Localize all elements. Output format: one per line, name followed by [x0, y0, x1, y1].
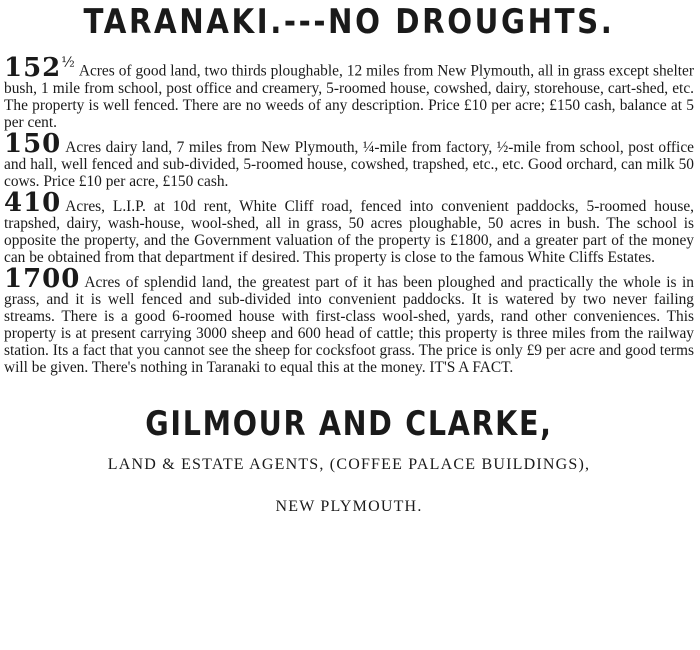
- listing-acres: 150: [4, 128, 62, 159]
- listing-item: [4, 54, 694, 131]
- listing-acres: 1700: [4, 263, 81, 294]
- listing-text: Acres of splendid land, the greatest part of it has been ploughed and practically the whole is in grass, and it is well fenced and sub-divided into convenient paddocks. It is watered by two never failing streams. There is a good 6-roomed house with first-class wool-shed, yards, rand other conveniences. This property is at present carrying 3000 sheep and 600 head of cattle; this property is three miles from the railway station. Its a fact that you cannot see the sheep for cocksfoot grass. The price is only £9 per acre and good terms will be given. There's nothing in Taranaki to equal this at the money. IT'S A FACT.: [4, 273, 694, 376]
- listing-text: Acres of good land, two thirds ploughable, 12 miles from New Plymouth, all in grass except shelter bush, 1 mile from school, post office and creamery, 5-roomed house, cowshed, dairy, storehouse, cart-shed, etc. The property is well fenced. There are no weeds of any description. Price £10 per acre; £150 cash, balance at 5 per cent.: [4, 62, 694, 131]
- listing-item: [4, 263, 694, 376]
- listing-text: Acres, L.I.P. at 10d rent, White Cliff road, fenced into convenient paddocks, 5-roomed house, trapshed, dairy, wash-house, wool-shed, all in grass, 50 acres ploughable, 50 acres in bush. The school is opposite the property, and the Government valuation of the property is £1800, and a greater part of the money can be obtained from that department if desired. This property is close to the famous White Cliffs Estates.: [4, 197, 694, 266]
- listing-item: [4, 187, 694, 266]
- listing-text: Acres dairy land, 7 miles from New Plymouth, ¼-mile from factory, ½-mile from school, post office and hall, well fenced and sub-divided, 5-roomed house, cowshed, trapshed, etc., etc. Good orchard, can milk 50 cows. Price £10 per acre, £150 cash.: [4, 138, 694, 190]
- listing-acres: [4, 53, 75, 83]
- acres-fraction: ½: [61, 54, 75, 70]
- acres-number: 152: [4, 52, 62, 83]
- firm-town: NEW PLYMOUTH.: [275, 497, 423, 515]
- listing-item: [4, 128, 694, 190]
- headline: TARANAKI.---NO DROUGHTS.: [83, 2, 615, 42]
- firm-name: GILMOUR AND CLARKE,: [145, 403, 553, 444]
- firm-address: LAND & ESTATE AGENTS, (COFFEE PALACE BUILDINGS),: [107, 455, 591, 473]
- listing-acres: 410: [4, 187, 62, 218]
- listing-list: [4, 54, 694, 376]
